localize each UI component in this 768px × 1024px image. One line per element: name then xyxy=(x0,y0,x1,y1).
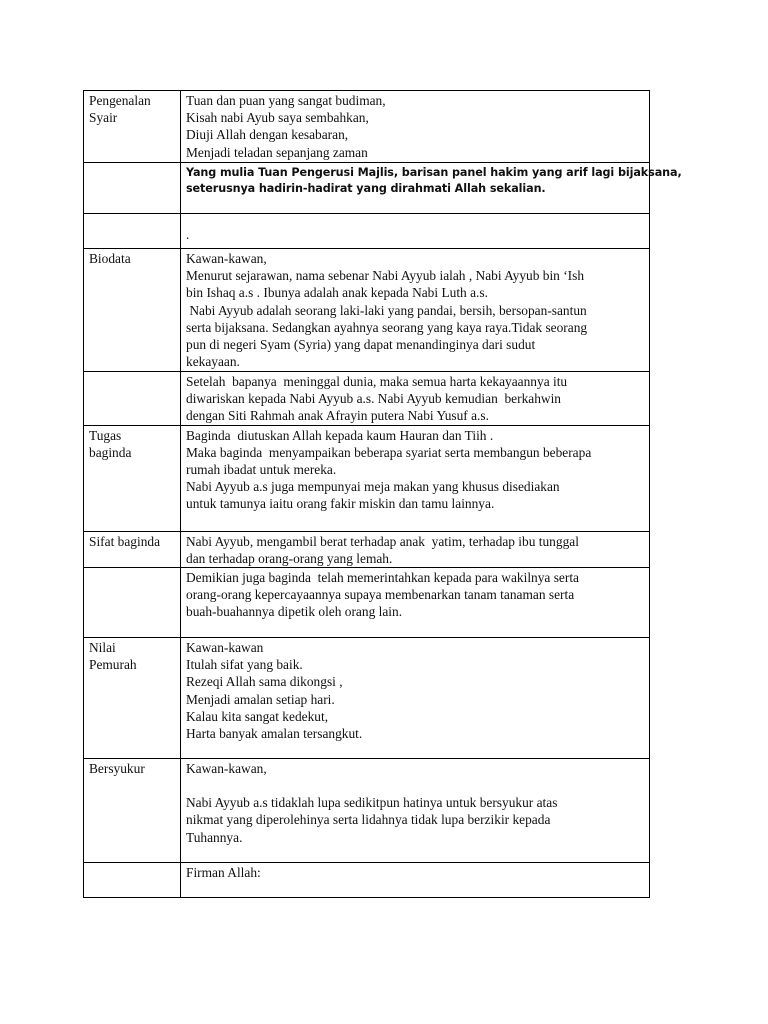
content-line: Nabi Ayyub a.s juga mempunyai meja makan yang khusus disediakan xyxy=(186,479,560,495)
content-line: Menjadi amalan setiap hari. xyxy=(186,691,335,707)
content-line: Yang mulia Tuan Pengerusi Majlis, barisan panel hakim yang arif lagi bijaksana, xyxy=(186,166,682,179)
content-line: Harta banyak amalan tersangkut. xyxy=(186,726,363,742)
section-label-line: Pengenalan xyxy=(89,93,151,108)
content-line: nikmat yang diperolehinya serta lidahnya tidak lupa berzikir kepada xyxy=(186,812,551,828)
content-line: Menurut sejarawan, nama sebenar Nabi Ayyub ialah , Nabi Ayyub bin ‘Ish xyxy=(186,268,585,284)
table-row xyxy=(84,249,650,372)
section-label xyxy=(84,372,181,426)
section-label xyxy=(84,568,181,638)
section-content xyxy=(181,531,650,567)
section-label: Biodata xyxy=(84,249,181,372)
section-content xyxy=(181,249,650,372)
content-line: Rezeqi Allah sama dikongsi , xyxy=(186,674,343,690)
content-line: Firman Allah: xyxy=(186,865,261,881)
table-row xyxy=(84,91,650,163)
content-line: serta bijaksana. Sedangkan ayahnya seorang yang kaya raya.Tidak seorang xyxy=(186,319,588,335)
content-line: kekayaan. xyxy=(186,354,240,370)
blank-line xyxy=(186,777,645,794)
content-line: Tuan dan puan yang sangat budiman, xyxy=(186,93,386,108)
content-line: dan terhadap orang-orang yang lemah. xyxy=(186,550,393,566)
content-line: dengan Siti Rahmah anak Afrayin putera Nabi Yusuf a.s. xyxy=(186,408,489,424)
section-content xyxy=(181,372,650,426)
content-line: Setelah bapanya meninggal dunia, maka semua harta kekayaannya itu xyxy=(186,374,568,389)
content-line: buah-buahannya dipetik oleh orang lain. xyxy=(186,604,403,620)
table-row xyxy=(84,759,650,863)
content-line: Nabi Ayyub, mengambil berat terhadap anak yatim, terhadap ibu tunggal xyxy=(186,533,579,549)
section-content xyxy=(181,425,650,531)
content-line: Kalau kita sangat kedekut, xyxy=(186,708,329,724)
section-label xyxy=(84,863,181,898)
table-row xyxy=(84,531,650,567)
content-line: seterusnya hadirin-hadirat yang dirahmati Allah sekalian. xyxy=(186,182,546,195)
content-line: diwariskan kepada Nabi Ayyub a.s. Nabi Ayyub kemudian berkahwin xyxy=(186,391,561,407)
table-row xyxy=(84,372,650,426)
content-line: Kisah nabi Ayub saya sembahkan, xyxy=(186,110,369,126)
section-label: Sifat baginda xyxy=(84,531,181,567)
section-content xyxy=(181,759,650,863)
section-label: Bersyukur xyxy=(84,759,181,863)
content-line: Demikian juga baginda telah memerintahkan kepada para wakilnya serta xyxy=(186,570,580,586)
section-label xyxy=(84,638,181,759)
content-line: pun di negeri Syam (Syria) yang dapat menandinginya dari sudut xyxy=(186,337,536,353)
content-line: . xyxy=(186,227,190,242)
table-row xyxy=(84,568,650,638)
content-line: Kawan-kawan xyxy=(186,640,264,656)
section-label xyxy=(84,425,181,531)
section-content xyxy=(181,568,650,638)
section-label xyxy=(84,163,181,214)
section-content xyxy=(181,214,650,249)
content-line: Nabi Ayyub a.s tidaklah lupa sedikitpun hatinya untuk bersyukur atas xyxy=(186,795,558,811)
content-line: Nabi Ayyub adalah seorang laki-laki yang pandai, bersih, bersopan-santun xyxy=(186,302,587,318)
section-label-line: baginda xyxy=(89,444,132,460)
content-line: bin Ishaq a.s . Ibunya adalah anak kepada Nabi Luth a.s. xyxy=(186,285,488,301)
content-line: untuk tamunya iaitu orang fakir miskin dan tamu lainnya. xyxy=(186,496,495,512)
content-line: Baginda diutuskan Allah kepada kaum Hauran dan Tiih . xyxy=(186,427,494,443)
section-content xyxy=(181,91,650,163)
content-line: Diuji Allah dengan kesabaran, xyxy=(186,127,349,143)
content-line: Itulah sifat yang baik. xyxy=(186,657,303,673)
table-row xyxy=(84,638,650,759)
section-content xyxy=(181,163,682,214)
section-label-line: Nilai xyxy=(89,640,116,656)
table-row xyxy=(84,425,650,531)
table-row xyxy=(84,863,650,898)
section-label xyxy=(84,91,181,163)
content-line: Kawan-kawan, xyxy=(186,251,267,266)
section-label xyxy=(84,214,181,249)
content-line: Maka baginda menyampaikan beberapa syariat serta membangun beberapa xyxy=(186,444,592,460)
syair-script-table xyxy=(83,90,682,898)
content-line: Tuhannya. xyxy=(186,829,243,845)
section-label-line: Tugas xyxy=(89,427,122,443)
section-content xyxy=(181,638,650,759)
section-content xyxy=(181,863,650,898)
table-row xyxy=(84,163,650,214)
section-label-line: Pemurah xyxy=(89,657,137,673)
content-line: orang-orang kepercayaannya supaya membenarkan tanam tanaman serta xyxy=(186,587,575,603)
content-line: rumah ibadat untuk mereka. xyxy=(186,462,337,478)
content-line: Menjadi teladan sepanjang zaman xyxy=(186,144,368,160)
table-row xyxy=(84,214,650,249)
section-label-line: Syair xyxy=(89,110,118,126)
content-line: Kawan-kawan, xyxy=(186,761,267,777)
